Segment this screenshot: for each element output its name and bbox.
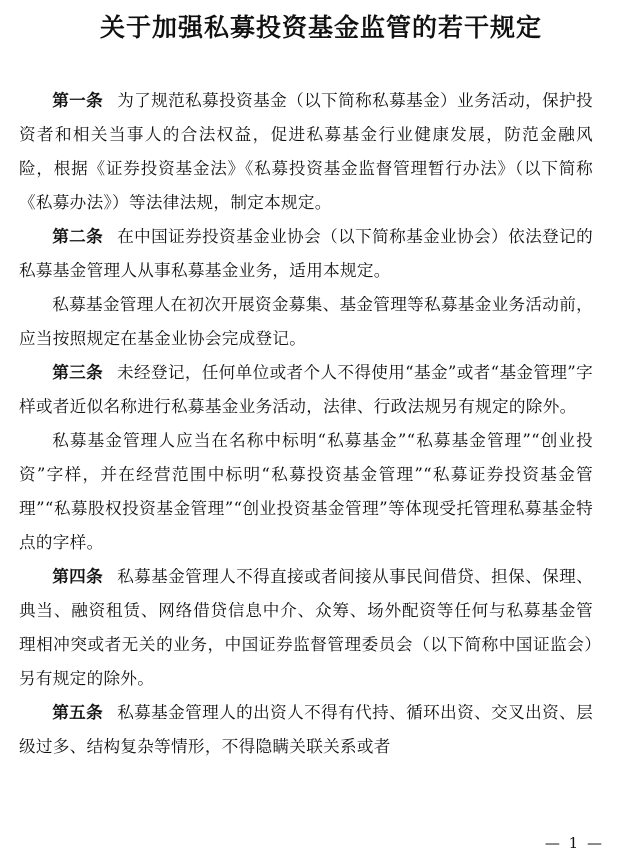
article-number: 第二条: [52, 227, 104, 246]
paragraph-article-4: [19, 560, 593, 696]
paragraph-article-3: [19, 356, 593, 424]
article-number: 第五条: [52, 703, 104, 722]
paragraph-text: 私募基金管理人应当在名称中标明“私募基金”“私募基金管理”“创业投资”字样，并在经营范围中标明“私募投资基金管理”“私募证券投资基金管理”“私募股权投资基金管理”“创业投资基金管理”等体现受托管理私募基金特点的字样。: [19, 431, 593, 552]
document-body: [19, 84, 593, 764]
paragraph-text: 在中国证券投资基金业协会（以下简称基金业协会）依法登记的私募基金管理人从事私募基金业务，适用本规定。: [19, 227, 593, 280]
paragraph-article-3-continued: [19, 424, 593, 560]
article-number: 第一条: [52, 91, 104, 110]
article-number: 第四条: [52, 567, 104, 586]
paragraph-article-2: [19, 220, 593, 288]
paragraph-text: 私募基金管理人在初次开展资金募集、基金管理等私募基金业务活动前，应当按照规定在基金业协会完成登记。: [19, 295, 593, 348]
paragraph-text: 为了规范私募投资基金（以下简称私募基金）业务活动，保护投资者和相关当事人的合法权益，促进私募基金行业健康发展，防范金融风险，根据《证券投资基金法》《私募投资基金监督管理暂行办法》（以下简称《私募办法》）等法律法规，制定本规定。: [19, 91, 593, 212]
paragraph-article-1: [19, 84, 593, 220]
paragraph-article-2-continued: [19, 288, 593, 356]
paragraph-article-5: [19, 696, 593, 764]
article-number: 第三条: [52, 363, 104, 382]
paragraph-text: 未经登记，任何单位或者个人不得使用“基金”或者“基金管理”字样或者近似名称进行私募基金业务活动，法律、行政法规另有规定的除外。: [19, 363, 594, 416]
document-title: 关于加强私募投资基金监管的若干规定: [99, 13, 542, 42]
paragraph-text: 私募基金管理人的出资人不得有代持、循环出资、交叉出资、层级过多、结构复杂等情形，不得隐瞒关联关系或者: [19, 703, 593, 756]
paragraph-text: 私募基金管理人不得直接或者间接从事民间借贷、担保、保理、典当、融资租赁、网络借贷信息中介、众筹、场外配资等任何与私募基金管理相冲突或者无关的业务，中国证券监督管理委员会（以下简称中国证监会）另有规定的除外。: [19, 567, 593, 688]
page-number: — 1 —: [544, 834, 604, 852]
